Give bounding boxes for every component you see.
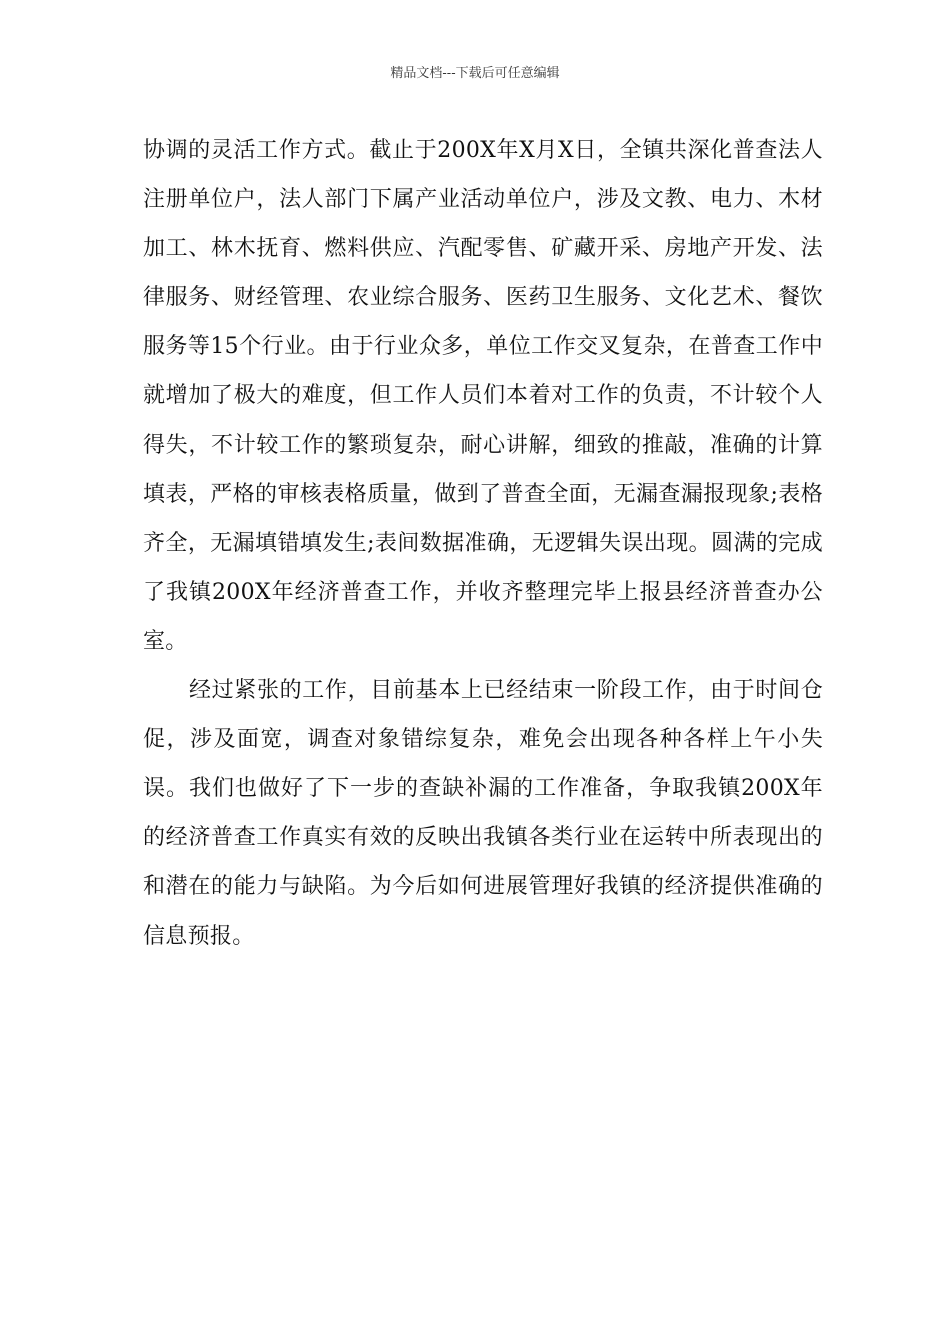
page-header: 精品文档---下载后可任意编辑 [390,66,560,81]
paragraph-2: 经过紧张的工作，目前基本上已经结束一阶段工作，由于时间仓促，涉及面宽，调查对象错综复杂，难免会出现各种各样上午小失误。我们也做好了下一步的查缺补漏的工作准备，争取我镇200X年的经济普查工作真实有效的反映出我镇各类行业在运转中所表现出的和潜在的能力与缺陷。为今后如何进展管理好我镇的经济提供准确的信息预报。 [143,678,823,949]
document-body [143,126,823,961]
paragraph-1: 协调的灵活工作方式。截止于200X年X月X日，全镇共深化普查法人注册单位户，法人部门下属产业活动单位户，涉及文教、电力、木材加工、林木抚育、燃料供应、汽配零售、矿藏开采、房地产开发、法律服务、财经管理、农业综合服务、医药卫生服务、文化艺术、餐饮服务等15个行业。由于行业众多，单位工作交叉复杂，在普查工作中就增加了极大的难度，但工作人员们本着对工作的负责，不计较个人得失，不计较工作的繁琐复杂，耐心讲解，细致的推敲，准确的计算填表，严格的审核表格质量，做到了普查全面，无漏查漏报现象;表格齐全，无漏填错填发生;表间数据准确，无逻辑失误出现。圆满的完成了我镇200X年经济普查工作，并收齐整理完毕上报县经济普查办公室。 [143,138,823,654]
